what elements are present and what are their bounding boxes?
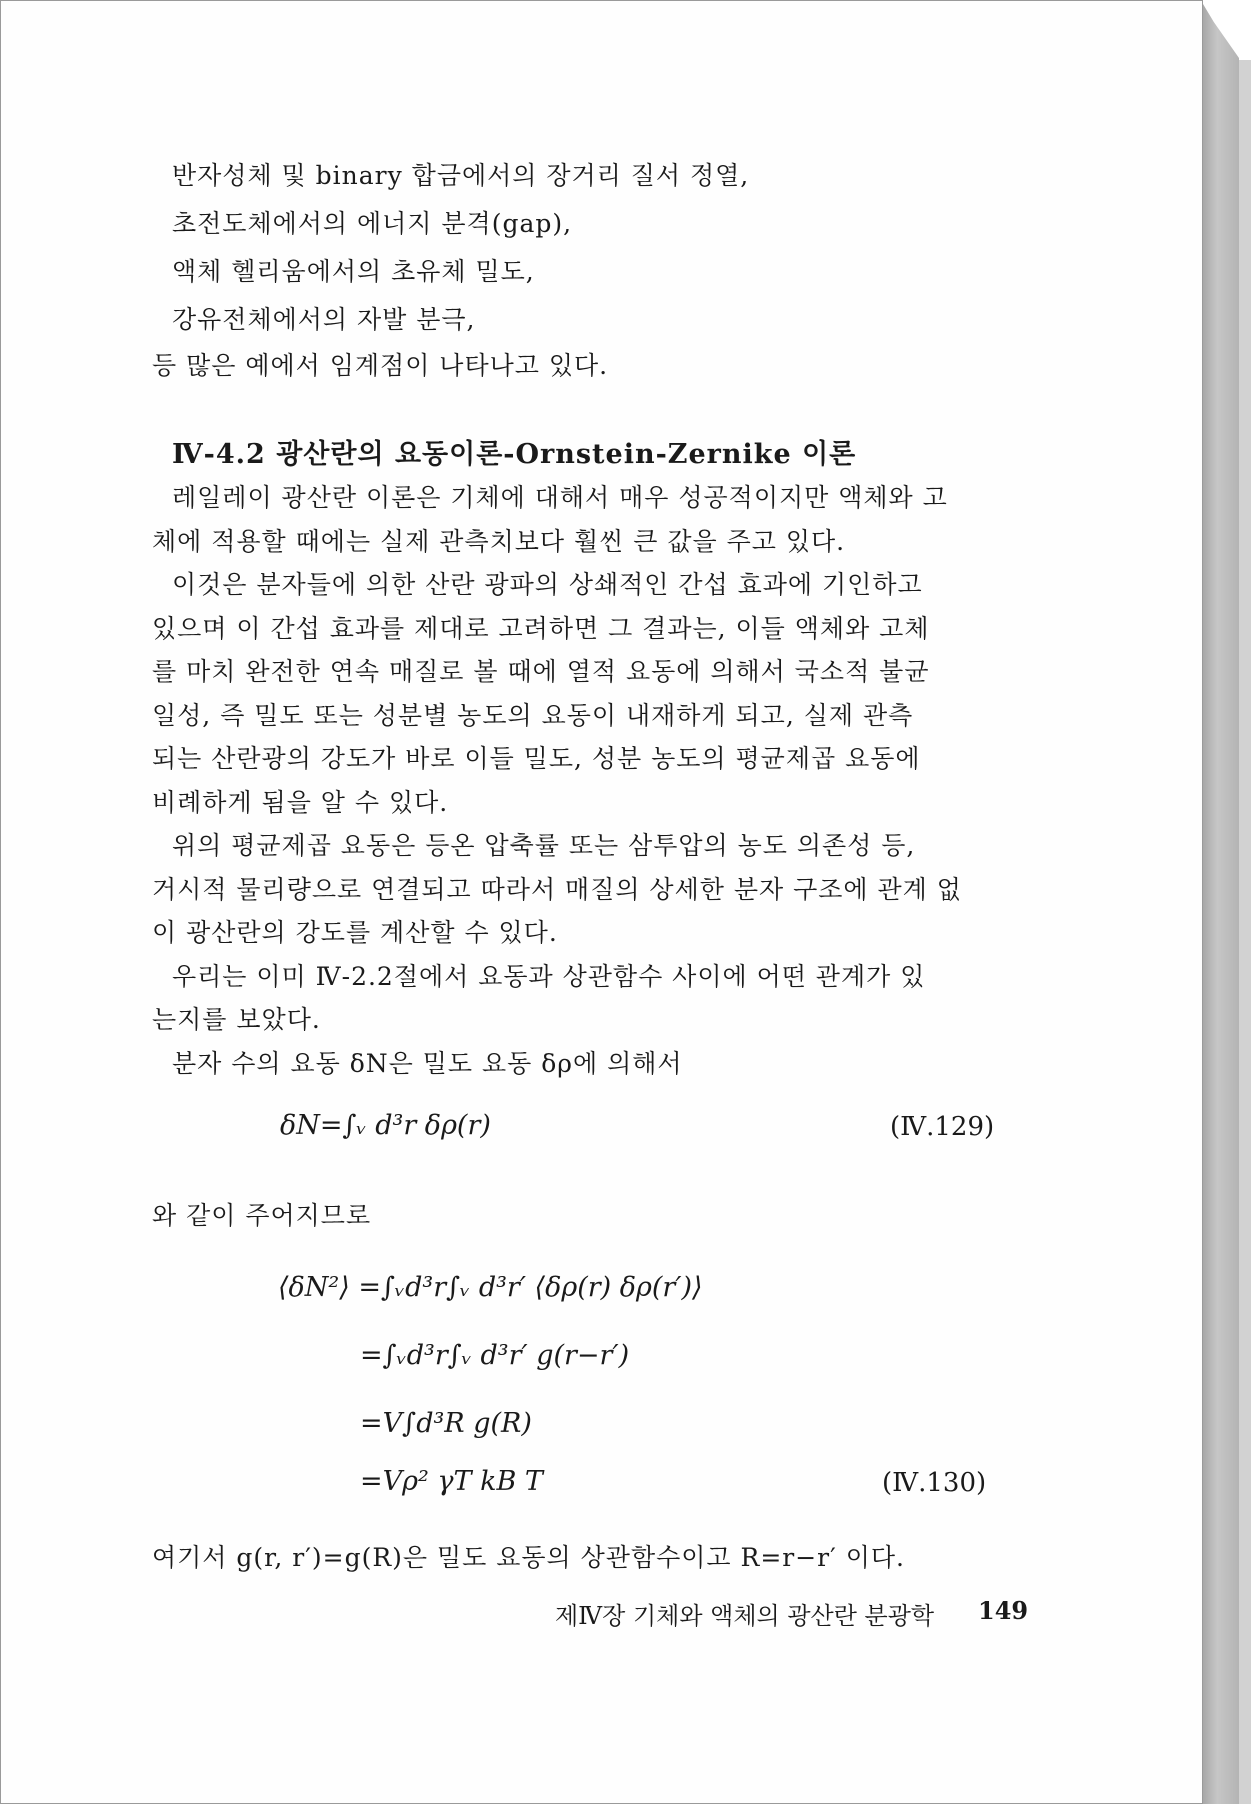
paragraph-line: 위의 평균제곱 요동은 등온 압축률 또는 삼투압의 농도 의존성 등, bbox=[172, 831, 916, 860]
paragraph-line: 와 같이 주어지므로 bbox=[152, 1201, 372, 1230]
list-line-2: 초전도체에서의 에너지 분격(gap), bbox=[172, 209, 573, 238]
equation-130-line: =Vρ² γT kB T bbox=[360, 1466, 543, 1497]
list-line-4: 강유전체에서의 자발 분극, bbox=[172, 305, 476, 334]
paragraph-line: 분자 수의 요동 δN은 밀도 요동 δρ에 의해서 bbox=[172, 1049, 683, 1078]
page-edge-shadow bbox=[1239, 60, 1251, 1804]
paragraph-line: 우리는 이미 Ⅳ-2.2절에서 요동과 상관함수 사이에 어떤 관계가 있 bbox=[172, 962, 926, 991]
paragraph-line: 를 마치 완전한 연속 매질로 볼 때에 열적 요동에 의해서 국소적 불균 bbox=[152, 657, 930, 686]
paragraph-line: 이 광산란의 강도를 계산할 수 있다. bbox=[152, 918, 558, 947]
equation-number: (Ⅳ.130) bbox=[882, 1468, 987, 1498]
equation-130-line: =∫ᵥd³r∫ᵥ d³r′ g(r−r′) bbox=[360, 1340, 630, 1371]
paragraph-line: 일성, 즉 밀도 또는 성분별 농도의 요동이 내재하게 되고, 실제 관측 bbox=[152, 701, 914, 730]
chapter-footer: 제Ⅳ장 기체와 액체의 광산란 분광학 bbox=[555, 1602, 935, 1630]
paragraph-line: 되는 산란광의 강도가 바로 이들 밀도, 성분 농도의 평균제곱 요동에 bbox=[152, 744, 921, 773]
page-number: 149 bbox=[978, 1596, 1029, 1625]
list-line-5: 등 많은 예에서 임계점이 나타나고 있다. bbox=[152, 351, 609, 380]
list-line-1: 반자성체 및 binary 합금에서의 장거리 질서 정열, bbox=[172, 161, 750, 190]
equation-number: (Ⅳ.129) bbox=[890, 1112, 995, 1142]
equation-129: δN=∫ᵥ d³r δρ(r) bbox=[280, 1110, 491, 1141]
paragraph-line: 레일레이 광산란 이론은 기체에 대해서 매우 성공적이지만 액체와 고 bbox=[172, 483, 948, 512]
paragraph-line: 있으며 이 간섭 효과를 제대로 고려하면 그 결과는, 이들 액체와 고체 bbox=[152, 614, 930, 643]
page-edge bbox=[1203, 4, 1239, 1804]
paragraph-line: 는지를 보았다. bbox=[152, 1005, 321, 1034]
paragraph-line: 여기서 g(r, r′)=g(R)은 밀도 요동의 상관함수이고 R=r−r′ 이다. bbox=[152, 1543, 905, 1572]
paragraph-line: 체에 적용할 때에는 실제 관측치보다 훨씬 큰 값을 주고 있다. bbox=[152, 527, 846, 556]
equation-130-line: ⟨δN²⟩ =∫ᵥd³r∫ᵥ d³r′ ⟨δρ(r) δρ(r′)⟩ bbox=[278, 1272, 703, 1303]
equation-130-line: =V∫d³R g(R) bbox=[360, 1408, 532, 1439]
list-line-3: 액체 헬리움에서의 초유체 밀도, bbox=[172, 257, 535, 286]
paragraph-line: 비례하게 됨을 알 수 있다. bbox=[152, 788, 449, 817]
paragraph-line: 거시적 물리량으로 연결되고 따라서 매질의 상세한 분자 구조에 관계 없 bbox=[152, 875, 962, 904]
section-heading: Ⅳ-4.2 광산란의 요동이론-Ornstein-Zernike 이론 bbox=[172, 439, 857, 470]
paragraph-line: 이것은 분자들에 의한 산란 광파의 상쇄적인 간섭 효과에 기인하고 bbox=[172, 570, 923, 599]
